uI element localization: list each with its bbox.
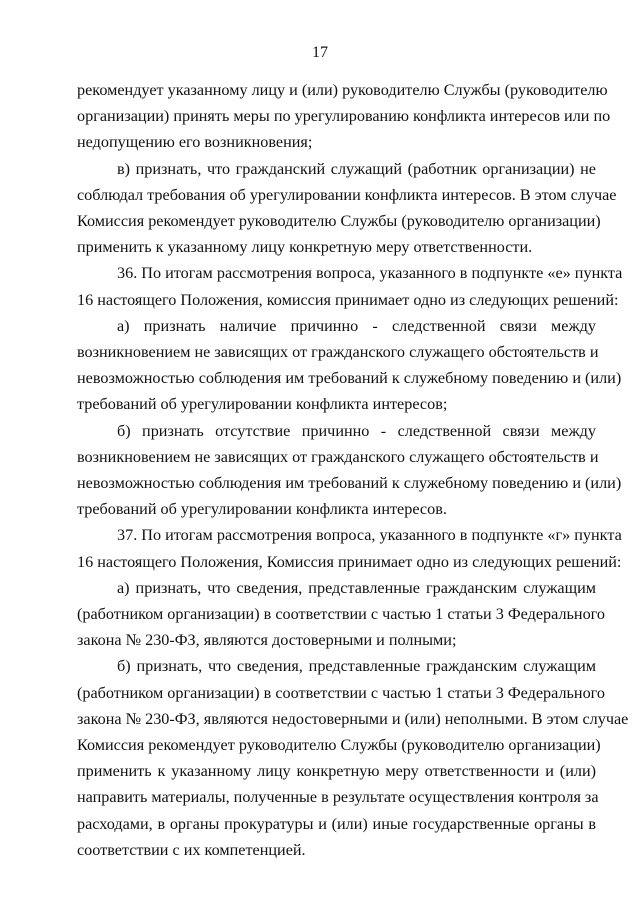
text-line: (работником организации) в соответствии с частью 1 статьи 3 Федерального: [77, 683, 606, 702]
document-body: [77, 77, 629, 863]
text-line: возникновением не зависящих от гражданского служащего обстоятельств и: [77, 343, 599, 362]
text-line: 16 настоящего Положения, комиссия принимает одно из следующих решений:: [77, 290, 619, 309]
text-line: требований об урегулировании конфликта интересов.: [77, 500, 447, 519]
text-line: расходами, в органы прокуратуры и (или) иные государственные органы в: [77, 814, 596, 833]
text-line: рекомендует указанному лицу и (или) руководителю Службы (руководителю: [77, 81, 608, 99]
paragraph-continuation: [77, 77, 611, 156]
paragraph-clause-37-item-a: [77, 575, 606, 654]
text-line: невозможностью соблюдения им требований к служебному поведению и (или): [77, 369, 622, 388]
text-line: Комиссия рекомендует руководителю Службы (руководителю организации): [77, 736, 601, 755]
text-line: б) признать, что сведения, представленные гражданским служащим: [117, 657, 596, 676]
text-line: 16 настоящего Положения, Комиссия принимает одно из следующих решений:: [77, 552, 622, 571]
text-line: закона № 230-ФЗ, являются недостоверными и (или) неполными. В этом случае: [77, 709, 629, 728]
text-line: (работником организации) в соответствии с частью 1 статьи 3 Федерального: [77, 605, 606, 624]
paragraph-clause-36: [77, 260, 623, 312]
text-line: а) признать наличие причинно - следственной связи между: [117, 316, 596, 335]
text-line: в) признать, что гражданский служащий (работник организации) не: [117, 159, 596, 178]
text-line: соблюдал требования об урегулировании конфликта интересов. В этом случае: [77, 185, 617, 204]
paragraph-clause-37-item-b: [77, 653, 629, 863]
text-line: 36. По итогам рассмотрения вопроса, указанного в подпункте «е» пункта: [117, 264, 623, 283]
text-line: применить к указанному лицу конкретную меру ответственности и (или): [77, 762, 596, 781]
text-line: 37. По итогам рассмотрения вопроса, указанного в подпункте «г» пункта: [117, 526, 622, 545]
text-line: возникновением не зависящих от гражданского служащего обстоятельств и: [77, 447, 599, 466]
page-number: 17: [312, 44, 328, 61]
paragraph-clause-37: [77, 522, 622, 574]
text-line: невозможностью соблюдения им требований к служебному поведению и (или): [77, 474, 622, 493]
text-line: соответствии с их компетенцией.: [77, 840, 306, 859]
paragraph-clause-36-item-a: [77, 313, 622, 418]
text-line: Комиссия рекомендует руководителю Службы (руководителю организации): [77, 212, 601, 231]
text-line: требований об урегулировании конфликта интересов;: [77, 395, 448, 414]
text-line: направить материалы, полученные в результате осуществления контроля за: [77, 788, 599, 807]
text-line: применить к указанному лицу конкретную меру ответственности.: [77, 238, 533, 257]
paragraph-clause-36-item-b: [77, 418, 622, 523]
text-line: закона № 230-ФЗ, являются достоверными и полными;: [77, 631, 457, 650]
text-line: недопущению его возникновения;: [77, 133, 313, 152]
text-line: организации) принять меры по урегулированию конфликта интересов или по: [77, 107, 611, 126]
paragraph-item-v: [77, 156, 617, 261]
text-line: а) признать, что сведения, представленные гражданским служащим: [117, 578, 596, 597]
text-line: б) признать отсутствие причинно - следственной связи между: [117, 421, 596, 440]
